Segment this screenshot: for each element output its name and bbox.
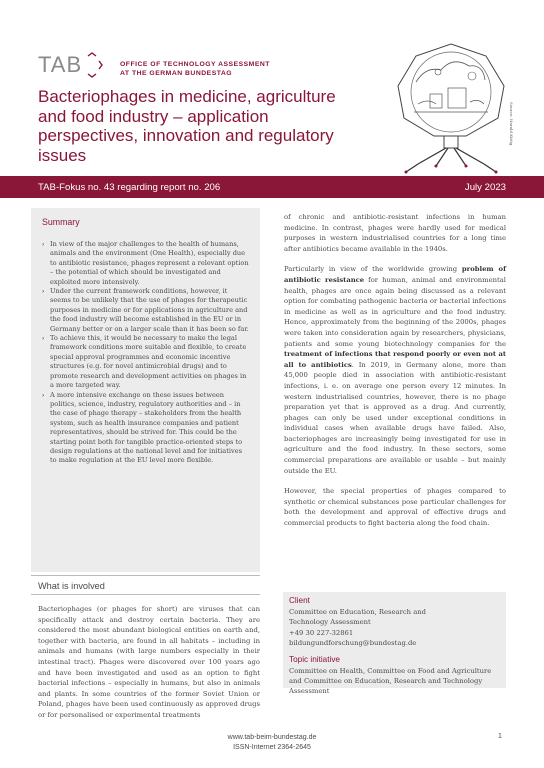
bold-antibiotic-resistance: problem of antibiotic resistance (284, 265, 506, 284)
bold-treatment-infections: treatment of infections that respond poorly or even not at all to antibiotics (284, 350, 506, 369)
footer (0, 733, 544, 753)
report-banner (0, 176, 544, 198)
info-box (283, 592, 506, 696)
tab-logo (38, 52, 104, 78)
page-number: 1 (498, 733, 502, 740)
topic-text: Committee on Health, Committee on Food and Agriculture and Committee on Education, Research and Technology Assessment (289, 666, 492, 696)
section-divider (31, 575, 260, 576)
illustration-credit: Source: Harald Kittig (509, 102, 514, 146)
summary-item: › In view of the major challenges to the health of humans, animals and the environment (One Health), especially due to antibiotic resistance, phages represent a relevant option – the potential of which should be investigated and exploited more intensively. (42, 240, 250, 287)
involved-body: Bacteriophages (or phages for short) are viruses that can specifically attack and destroy certain bacteria. They are considered the most abundant biological entities on earth and, together with bacteria, are found in all habitats – including in animals and humans (with large numbers especially in their intestinal tract). Phages were discovered over 100 years ago and have been investigated and used as an option to fight bacterial infections – especially in humans, but also in animals and plants. In some countries of the former Soviet Union or Poland, phages have been used continuously as approved drugs or for personalised or experimental treatments (38, 605, 260, 719)
client-line: Technology Assessment (289, 618, 371, 627)
right-paragraph-2: Particularly in view of the worldwide growing problem of antibiotic resistance for human, animal and environmental health, phages are once again being discussed as a relevant option for combating pathogenic bacteria or bacterial infections in medicine as well as in agriculture and the food industry. Hence, approximately from the beginning of the 2000s, phages were taken into consideration again by researchers, physicians, patients and some young biotechnology companies for the treatment of infections that respond poorly or even not at all to antibiotics. In 2019, in Germany alone, more than 45,000 people died in association with antibiotic-resistant infections, i. e. on average one person every 12 minutes. In western industrialised countries, however, there is no phage preparation yet that is approved as a drug. And currently, phages can only be used under exceptional conditions in individual cases when available drugs have failed. Also, bacteriophages are increasingly being investigated for use in agriculture and the food industry. In these sectors, some commercial preparations are available or usable – but mainly outside the EU. (284, 265, 506, 475)
org-line-1: OFFICE OF TECHNOLOGY ASSESSMENT (120, 61, 270, 68)
section-divider (31, 594, 260, 595)
summary-item: › A more intensive exchange on these issues between politics, science, industry, regulatory authorities and – in the case of phage therapy – stakeholders from the health system, such as health insurance companies and patient representatives, should be strived for. This could be the starting point both for tangible practice-oriented steps to design regulations at the national level and for initiatives to make regulation at the EU level more flexible. (42, 391, 250, 466)
footer-issn: ISSN-Internet 2364-2645 (233, 744, 311, 751)
report-date: July 2023 (464, 182, 506, 193)
page-title: Bacteriophages in medicine, agriculture and food industry – application perspectives, innovation and regulatory issues (38, 87, 336, 165)
right-paragraph-3: However, the special properties of phages compared to synthetic or chemical substances pose particular challenges for both the development and approval of effective drugs and commercial products to fight bacteria along the food chain. (284, 487, 506, 528)
summary-heading: Summary (42, 217, 80, 227)
summary-item: › To achieve this, it would be necessary to make the legal framework conditions more suitable and flexible, to create special approval programmes and economic incentive structures (e.g. for novel antimicrobial drugs) and to promote research and development activities on phages in a more targeted way. (42, 334, 250, 390)
footer-url-link[interactable]: www.tab-beim-bundestag.de (227, 734, 317, 741)
summary-item: › Under the current framework conditions, however, it seems to be unlikely that the use of phages for therapeutic purposes in medicine or for applications in agriculture and the food industry will become established in the EU or in Germany better or on a larger scale than it has been so far. (42, 287, 250, 334)
client-heading: Client (289, 596, 310, 605)
report-number: TAB-Fokus no. 43 regarding report no. 206 (38, 182, 221, 193)
summary-box (31, 208, 260, 572)
client-phone: +49 30 227-32861 (289, 628, 354, 637)
right-paragraph-1: of chronic and antibiotic-resistant infections in human medicine. In contrast, phages were hardly used for medical purposes in western industrialised countries for a long time after antibiotics became available in the 1940s. (284, 213, 506, 253)
org-line-2: AT THE GERMAN BUNDESTAG (120, 70, 233, 77)
logo-text: TAB (38, 52, 83, 77)
right-column (284, 212, 506, 539)
client-line: Committee on Education, Research and (289, 608, 426, 616)
client-email-link[interactable]: bildungundforschung@bundestag.de (289, 639, 417, 648)
organization-name (120, 60, 270, 78)
topic-heading: Topic initiative (289, 654, 340, 664)
summary-list (42, 240, 250, 466)
phage-illustration (386, 42, 516, 174)
involved-heading: What is involved (38, 581, 105, 591)
